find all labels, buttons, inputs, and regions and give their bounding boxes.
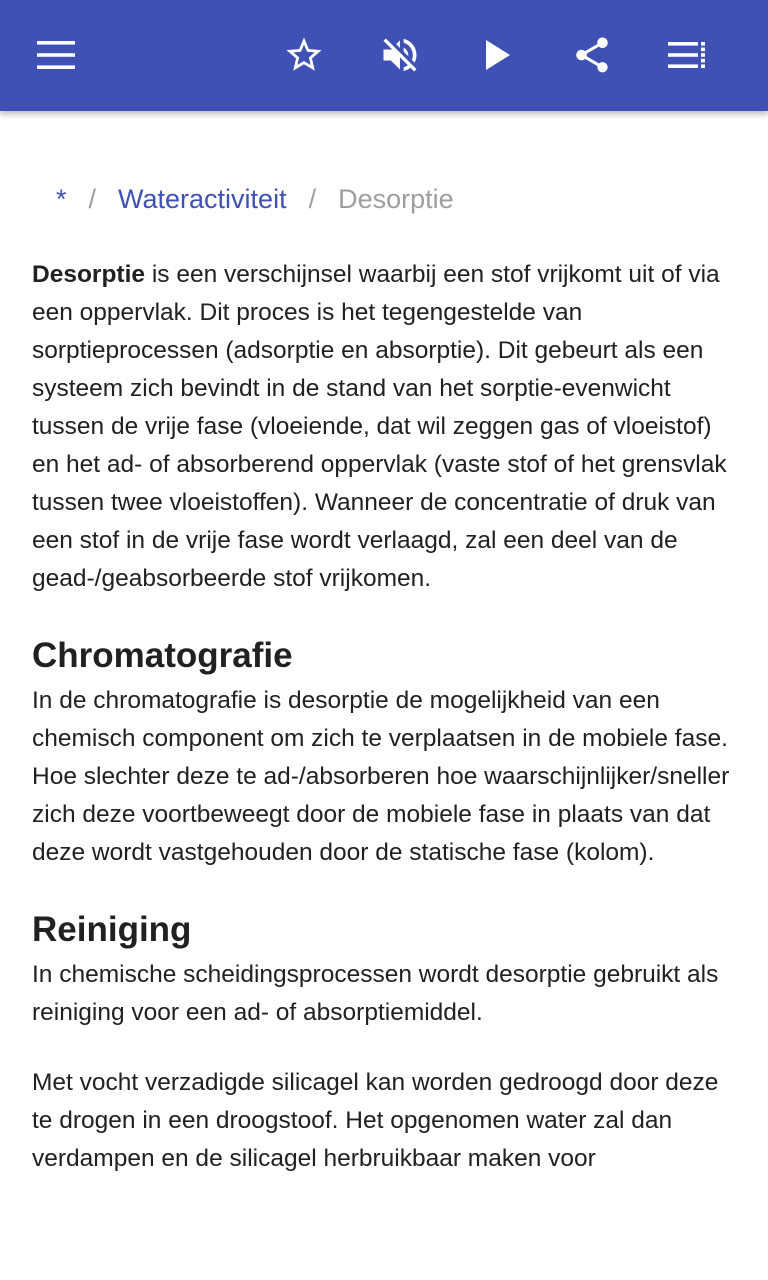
- section-heading: Reiniging: [32, 910, 192, 949]
- share-button[interactable]: [564, 27, 620, 83]
- menu-icon: [37, 41, 75, 69]
- breadcrumb-separator: /: [308, 183, 317, 214]
- star-outline-icon: [283, 34, 325, 76]
- bookmark-button[interactable]: [276, 27, 332, 83]
- volume-mute-icon: [378, 33, 422, 77]
- breadcrumb-separator: /: [88, 183, 97, 214]
- playlist-button[interactable]: [660, 27, 716, 83]
- play-icon: [484, 40, 512, 70]
- section-paragraph: Met vocht verzadigde silicagel kan worden gedroogd door deze te drogen in een droogstoof. Het opgenomen water zal dan verdampen en de silicagel herbruikbaar maken voor: [32, 1069, 719, 1172]
- menu-button[interactable]: [28, 27, 84, 83]
- intro-term: Desorptie: [32, 261, 146, 288]
- article-content: [0, 111, 768, 1280]
- playlist-icon: [668, 41, 708, 69]
- share-icon: [571, 34, 613, 76]
- play-button[interactable]: [470, 27, 526, 83]
- section-paragraph: In de chromatografie is desorptie de mogelijkheid van een chemisch component om zich te verplaatsen in de mobiele fase. Hoe slechter deze te ad-/absorberen hoe waarschijnlijker/sneller zich deze voortbeweegt door de mobiele fase in plaats van dat deze wordt vastgehouden door de statische fase (kolom).: [32, 687, 730, 866]
- breadcrumb: [56, 181, 454, 217]
- breadcrumb-parent[interactable]: Wateractiviteit: [118, 183, 287, 214]
- breadcrumb-home[interactable]: *: [56, 183, 67, 214]
- app-toolbar: [0, 0, 768, 111]
- breadcrumb-current: Desorptie: [338, 183, 454, 214]
- article-body: [32, 256, 736, 1210]
- mute-button[interactable]: [372, 27, 428, 83]
- section-heading: Chromatografie: [32, 636, 293, 675]
- section-paragraph: In chemische scheidingsprocessen wordt desorptie gebruikt als reiniging voor een ad- of absorptiemiddel.: [32, 961, 719, 1026]
- intro-text: is een verschijnsel waarbij een stof vrijkomt uit of via een oppervlak. Dit proces is het tegengestelde van sorptieprocessen (adsorptie en absorptie). Dit gebeurt als een systeem zich bevindt in de stand van het sorptie-evenwicht tussen de vrije fase (vloeiende, dat wil zeggen gas of vloeistof) en het ad- of absorberend oppervlak (vaste stof of het grensvlak tussen twee vloeistoffen). Wanneer de concentratie of druk van een stof in de vrije fase wordt verlaagd, zal een deel van de gead-/geabsorbeerde stof vrijkomen.: [32, 261, 727, 592]
- intro-paragraph: [32, 256, 736, 598]
